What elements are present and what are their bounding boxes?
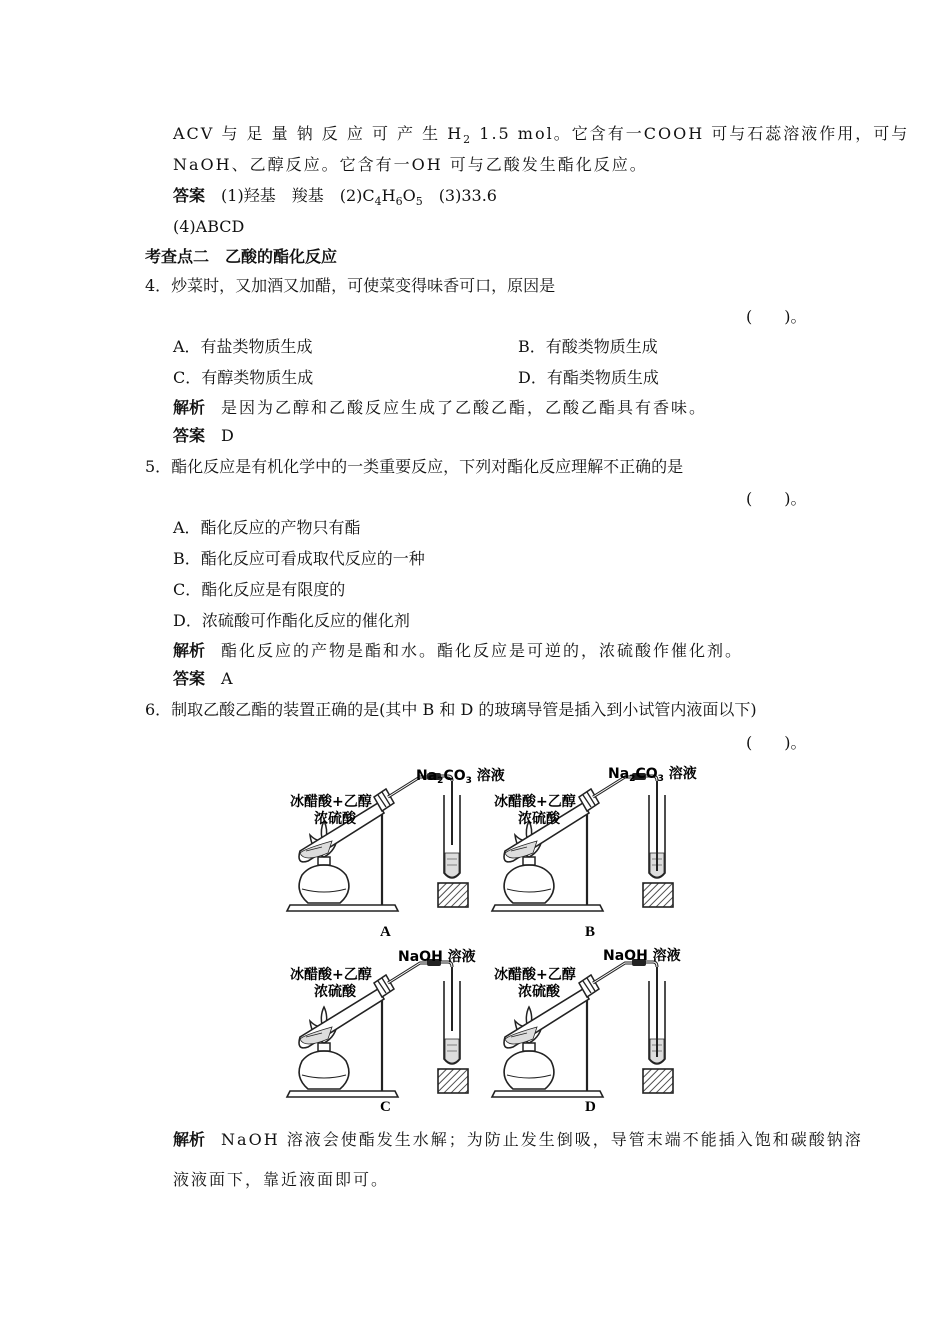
- caption-b: B: [585, 924, 596, 940]
- apparatus-figure: [0, 755, 950, 1135]
- q4-option-b: B．有酸类物质生成: [518, 337, 658, 356]
- q4-option-d: D．有酯类物质生成: [518, 368, 659, 387]
- q4-analysis: 解析 是因为乙醇和乙酸反应生成了乙酸乙酯，乙酸乙酯具有香味。: [173, 398, 708, 417]
- na2co3-label-b: $Na_2CO_3$ 溶液: [608, 766, 697, 784]
- section-title: 考查点二 乙酸的酯化反应: [145, 247, 338, 266]
- intro-answer-line-2: (4)ABCD: [173, 217, 245, 236]
- reagent-label-c-1: 冰醋酸+乙醇: [290, 967, 372, 983]
- reagent-label-d-2: 浓硫酸: [518, 984, 560, 1000]
- q5-option-d: D．浓硫酸可作酯化反应的催化剂: [173, 611, 410, 630]
- q5-option-a: A．酯化反应的产物只有酯: [173, 518, 361, 537]
- naoh-label-c: NaOH 溶液: [398, 949, 476, 965]
- caption-d: D: [585, 1099, 596, 1115]
- q5-option-c: C．酯化反应是有限度的: [173, 580, 346, 599]
- q6-answer-paren: ( )。: [746, 733, 807, 752]
- reagent-label-b-1: 冰醋酸+乙醇: [494, 794, 576, 810]
- reagent-label-d-1: 冰醋酸+乙醇: [494, 967, 576, 983]
- intro-line-2: NaOH、乙醇反应。它含有一OH 可与乙酸发生酯化反应。: [173, 155, 648, 174]
- q4-answer-paren: ( )。: [746, 307, 807, 326]
- q4-option-c: C．有醇类物质生成: [173, 368, 314, 387]
- q5-stem: 5．酯化反应是有机化学中的一类重要反应，下列对酯化反应理解不正确的是: [145, 457, 684, 476]
- q6-analysis-line-1: 解析 NaOH 溶液会使酯发生水解；为防止发生倒吸，导管末端不能插入饱和碳酸钠溶: [173, 1130, 863, 1149]
- q5-analysis: 解析 酯化反应的产物是酯和水。酯化反应是可逆的，浓硫酸作催化剂。: [173, 641, 744, 660]
- q5-option-b: B．酯化反应可看成取代反应的一种: [173, 549, 425, 568]
- q6-analysis-line-2: 液液面下，靠近液面即可。: [173, 1170, 390, 1189]
- intro-line-1: ACV 与 足 量 钠 反 应 可 产 生 $H_2$ 1.5 mol。它含有一COOH 可与石蕊溶液作用，可与: [173, 124, 910, 147]
- q4-option-a: A．有盐类物质生成: [173, 337, 313, 356]
- q6-stem: 6．制取乙酸乙酯的装置正确的是(其中 B 和 D 的玻璃导管是插入到小试管内液面以下): [145, 700, 757, 719]
- reagent-label-a-2: 浓硫酸: [314, 811, 356, 827]
- q5-answer: 答案 A: [173, 669, 233, 688]
- q5-answer-paren: ( )。: [746, 489, 807, 508]
- reagent-label-a-1: 冰醋酸+乙醇: [290, 794, 372, 810]
- caption-a: A: [380, 924, 391, 940]
- reagent-label-b-2: 浓硫酸: [518, 811, 560, 827]
- naoh-label-d: NaOH 溶液: [603, 948, 681, 964]
- na2co3-label-a: $Na_2CO_3$ 溶液: [416, 768, 505, 786]
- caption-c: C: [380, 1099, 391, 1115]
- reagent-label-c-2: 浓硫酸: [314, 984, 356, 1000]
- q4-answer: 答案 D: [173, 426, 234, 445]
- intro-answer: 答案 (1)羟基 羧基 $(2)C_4H_6O_5$ (3)33.6: [173, 186, 497, 209]
- q4-stem: 4．炒菜时，又加酒又加醋，可使菜变得味香可口，原因是: [145, 276, 556, 295]
